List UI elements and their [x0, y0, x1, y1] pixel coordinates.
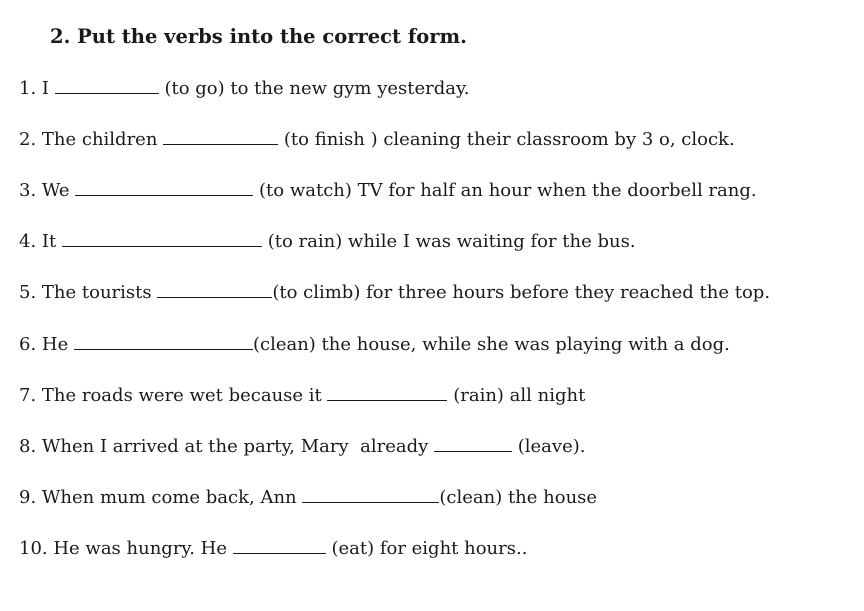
exercise-item-3	[19, 178, 757, 203]
exercise-item-2	[19, 127, 735, 152]
item-text-after: (eat) for eight hours..	[325, 538, 528, 559]
item-text-after: (to go) to the new gym yesterday.	[158, 78, 470, 99]
item-text-after: (to finish ) cleaning their classroom by 3 o, clock.	[278, 129, 735, 150]
answer-blank-5[interactable]	[157, 280, 272, 298]
answer-blank-10[interactable]	[233, 536, 326, 554]
exercise-title: 2. Put the verbs into the correct form.	[50, 25, 467, 48]
exercise-item-9	[19, 485, 597, 510]
item-text-before: 10. He was hungry. He	[19, 538, 233, 559]
item-text-after: (rain) all night	[447, 385, 586, 406]
item-text-before: 3. We	[19, 180, 76, 201]
answer-blank-1[interactable]	[55, 76, 159, 94]
answer-blank-7[interactable]	[327, 383, 447, 401]
item-text-before: 7. The roads were wet because it	[19, 385, 328, 406]
answer-blank-4[interactable]	[62, 229, 262, 247]
item-text-after: (to watch) TV for half an hour when the doorbell rang.	[253, 180, 757, 201]
item-text-after: (to climb) for three hours before they reached the top.	[272, 282, 771, 303]
item-text-before: 4. It	[19, 231, 62, 252]
item-text-after: (clean) the house, while she was playing with a dog.	[252, 334, 730, 355]
item-text-after: (leave).	[512, 436, 586, 457]
item-text-before: 2. The children	[19, 129, 164, 150]
item-text-before: 8. When I arrived at the party, Mary already	[19, 436, 435, 457]
exercise-item-6	[19, 332, 730, 357]
item-text-before: 6. He	[19, 334, 74, 355]
item-text-before: 9. When mum come back, Ann	[19, 487, 303, 508]
exercise-item-5	[19, 280, 770, 305]
item-text-after: (to rain) while I was waiting for the bus.	[261, 231, 636, 252]
item-text-after: (clean) the house	[439, 487, 598, 508]
exercise-item-4	[19, 229, 636, 254]
answer-blank-9[interactable]	[302, 485, 439, 503]
exercise-item-1	[19, 76, 470, 101]
answer-blank-3[interactable]	[75, 178, 253, 196]
exercise-item-10	[19, 536, 527, 561]
answer-blank-6[interactable]	[74, 332, 253, 350]
answer-blank-8[interactable]	[434, 434, 512, 452]
item-text-before: 5. The tourists	[19, 282, 158, 303]
exercise-item-8	[19, 434, 585, 459]
exercise-item-7	[19, 383, 585, 408]
answer-blank-2[interactable]	[163, 127, 278, 145]
item-text-before: 1. I	[19, 78, 55, 99]
